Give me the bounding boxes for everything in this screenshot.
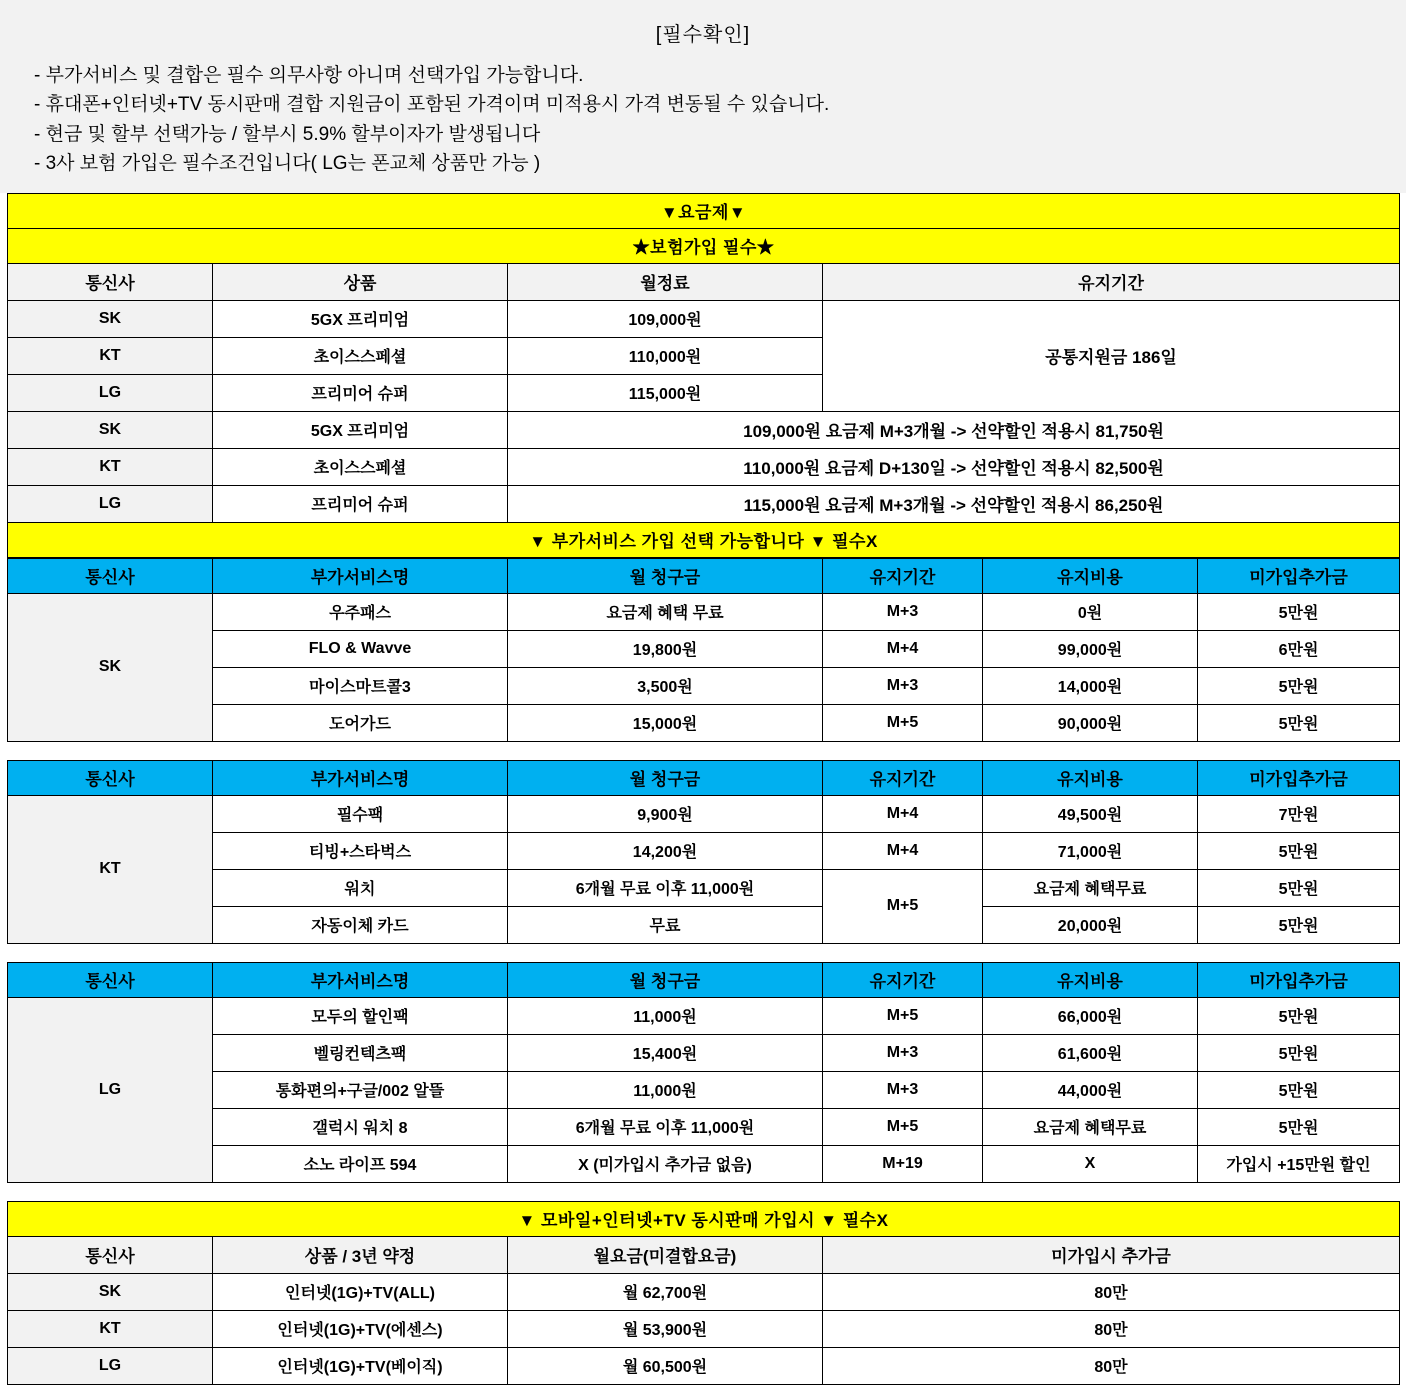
plan-product: 프리미어 슈퍼 <box>213 374 508 411</box>
notice-block <box>0 0 1406 193</box>
section-gap <box>0 944 1406 962</box>
addon-header-monthly: 월 청구금 <box>508 760 823 795</box>
combo-header-monthly: 월요금(미결합요금) <box>508 1236 823 1273</box>
addon-carrier-kt: KT <box>8 795 213 943</box>
addon-table-lg <box>7 962 1400 1183</box>
addon-cost: 요금제 혜택무료 <box>983 869 1198 906</box>
plan-carrier: LG <box>8 485 213 522</box>
addon-cost: 20,000원 <box>983 906 1198 943</box>
plan-fee: 109,000원 <box>508 300 823 337</box>
addon-monthly: 19,800원 <box>508 630 823 667</box>
combo-banner: ▼ 모바일+인터넷+TV 동시판매 가입시 ▼ 필수X <box>8 1201 1400 1236</box>
table-row <box>8 593 1400 630</box>
combo-penalty: 80만 <box>823 1310 1400 1347</box>
table-row <box>8 448 1400 485</box>
plan-banner-1: ▼요금제▼ <box>8 193 1400 228</box>
combo-header-carrier: 통신사 <box>8 1236 213 1273</box>
combo-banner-row <box>8 1201 1400 1236</box>
addon-name: 도어가드 <box>213 704 508 741</box>
plan-table <box>7 193 1400 558</box>
addon-period: M+4 <box>823 630 983 667</box>
addon-header-cost: 유지비용 <box>983 962 1198 997</box>
addon-monthly: 6개월 무료 이후 11,000원 <box>508 1108 823 1145</box>
combo-product: 인터넷(1G)+TV(에센스) <box>213 1310 508 1347</box>
addon-header-name: 부가서비스명 <box>213 558 508 593</box>
addon-name: 소노 라이프 594 <box>213 1145 508 1182</box>
notice-title: [필수확인] <box>655 24 751 46</box>
addon-penalty: 5만원 <box>1198 1034 1400 1071</box>
combo-monthly: 월 60,500원 <box>508 1347 823 1384</box>
addon-cost: 0원 <box>983 593 1198 630</box>
addon-cost: 66,000원 <box>983 997 1198 1034</box>
addon-monthly: 14,200원 <box>508 832 823 869</box>
table-row <box>8 832 1400 869</box>
plan-period-merged: 공통지원금 186일 <box>823 300 1400 411</box>
addon-monthly: 3,500원 <box>508 667 823 704</box>
addon-header-monthly: 월 청구금 <box>508 962 823 997</box>
addon-header-carrier: 통신사 <box>8 962 213 997</box>
notice-line: - 현금 및 할부 선택가능 / 할부시 5.9% 할부이자가 발생됩니다 <box>34 123 541 145</box>
plan-header-period: 유지기간 <box>823 263 1400 300</box>
table-row <box>8 869 1400 906</box>
addon-cost: 99,000원 <box>983 630 1198 667</box>
addon-table-kt <box>7 760 1400 944</box>
addon-monthly: 15,400원 <box>508 1034 823 1071</box>
plan-header-row <box>8 263 1400 300</box>
addon-monthly: 15,000원 <box>508 704 823 741</box>
addon-name: 우주패스 <box>213 593 508 630</box>
section-gap <box>0 1183 1406 1201</box>
addon-header-carrier: 통신사 <box>8 558 213 593</box>
addon-period: M+5 <box>823 704 983 741</box>
addon-monthly: 9,900원 <box>508 795 823 832</box>
addon-penalty: 5만원 <box>1198 593 1400 630</box>
addon-monthly: X (미가입시 추가금 없음) <box>508 1145 823 1182</box>
plan-header-fee: 월정료 <box>508 263 823 300</box>
plan-header-product: 상품 <box>213 263 508 300</box>
notice-line: - 휴대폰+인터넷+TV 동시판매 결합 지원금이 포함된 가격이며 미적용시 가격 변동될 수 있습니다. <box>34 94 830 116</box>
table-row <box>8 1145 1400 1182</box>
addon-header-row-kt <box>8 760 1400 795</box>
plan-fee: 110,000원 <box>508 337 823 374</box>
addon-header-name: 부가서비스명 <box>213 760 508 795</box>
combo-header-product: 상품 / 3년 약정 <box>213 1236 508 1273</box>
addon-header-cost: 유지비용 <box>983 558 1198 593</box>
table-row <box>8 1071 1400 1108</box>
plan-product: 5GX 프리미엄 <box>213 411 508 448</box>
addon-cost: 요금제 혜택무료 <box>983 1108 1198 1145</box>
addon-header-period: 유지기간 <box>823 760 983 795</box>
combo-product: 인터넷(1G)+TV(ALL) <box>213 1273 508 1310</box>
addon-header-carrier: 통신사 <box>8 760 213 795</box>
addon-header-penalty: 미가입추가금 <box>1198 760 1400 795</box>
plan-detail: 110,000원 요금제 D+130일 -> 선약할인 적용시 82,500원 <box>508 448 1400 485</box>
addon-header-penalty: 미가입추가금 <box>1198 558 1400 593</box>
addon-carrier-lg: LG <box>8 997 213 1182</box>
addon-header-period: 유지기간 <box>823 962 983 997</box>
addon-period: M+3 <box>823 593 983 630</box>
addon-name: 통화편의+구글/002 알뜰 <box>213 1071 508 1108</box>
addon-cost: 90,000원 <box>983 704 1198 741</box>
addon-monthly: 무료 <box>508 906 823 943</box>
plan-product: 프리미어 슈퍼 <box>213 485 508 522</box>
table-row <box>8 1347 1400 1384</box>
plan-detail: 109,000원 요금제 M+3개월 -> 선약할인 적용시 81,750원 <box>508 411 1400 448</box>
addon-cost: 44,000원 <box>983 1071 1198 1108</box>
addon-penalty: 5만원 <box>1198 997 1400 1034</box>
table-row <box>8 1310 1400 1347</box>
notice-list <box>0 61 1406 179</box>
addon-banner: ▼ 부가서비스 가입 선택 가능합니다 ▼ 필수X <box>8 522 1400 557</box>
table-row <box>8 485 1400 522</box>
addon-name: 갤럭시 워치 8 <box>213 1108 508 1145</box>
table-row <box>8 997 1400 1034</box>
plan-banner-row <box>8 193 1400 228</box>
addon-header-penalty: 미가입추가금 <box>1198 962 1400 997</box>
addon-penalty: 5만원 <box>1198 869 1400 906</box>
addon-name: 자동이체 카드 <box>213 906 508 943</box>
addon-header-period: 유지기간 <box>823 558 983 593</box>
table-row <box>8 1108 1400 1145</box>
addon-banner-row <box>8 522 1400 557</box>
table-row <box>8 667 1400 704</box>
addon-monthly: 요금제 혜택 무료 <box>508 593 823 630</box>
table-row <box>8 795 1400 832</box>
table-row <box>8 300 1400 337</box>
plan-fee: 115,000원 <box>508 374 823 411</box>
addon-name: 모두의 할인팩 <box>213 997 508 1034</box>
plan-banner-row-2 <box>8 228 1400 263</box>
plan-banner-2: ★보험가입 필수★ <box>8 228 1400 263</box>
addon-penalty: 5만원 <box>1198 832 1400 869</box>
table-row <box>8 1034 1400 1071</box>
addon-monthly: 11,000원 <box>508 997 823 1034</box>
addon-period: M+3 <box>823 667 983 704</box>
addon-name: 티빙+스타벅스 <box>213 832 508 869</box>
plan-carrier: LG <box>8 374 213 411</box>
addon-penalty: 5만원 <box>1198 1108 1400 1145</box>
table-row <box>8 411 1400 448</box>
combo-monthly: 월 53,900원 <box>508 1310 823 1347</box>
addon-penalty: 6만원 <box>1198 630 1400 667</box>
plan-carrier: KT <box>8 448 213 485</box>
table-row <box>8 704 1400 741</box>
notice-line: - 3사 보험 가입은 필수조건입니다( LG는 폰교체 상품만 가능 ) <box>34 153 541 175</box>
addon-name: 벨링컨텍츠팩 <box>213 1034 508 1071</box>
addon-monthly: 6개월 무료 이후 11,000원 <box>508 869 823 906</box>
plan-product: 5GX 프리미엄 <box>213 300 508 337</box>
addon-penalty: 7만원 <box>1198 795 1400 832</box>
addon-penalty: 5만원 <box>1198 667 1400 704</box>
plan-header-carrier: 통신사 <box>8 263 213 300</box>
table-row <box>8 630 1400 667</box>
combo-header-penalty: 미가입시 추가금 <box>823 1236 1400 1273</box>
addon-header-name: 부가서비스명 <box>213 962 508 997</box>
addon-cost: 61,600원 <box>983 1034 1198 1071</box>
addon-penalty: 5만원 <box>1198 1071 1400 1108</box>
addon-period: M+3 <box>823 1071 983 1108</box>
addon-period: M+5 <box>823 1108 983 1145</box>
addon-period: M+4 <box>823 795 983 832</box>
addon-table-sk <box>7 558 1400 742</box>
addon-period: M+5 <box>823 997 983 1034</box>
addon-penalty: 5만원 <box>1198 906 1400 943</box>
addon-cost: 71,000원 <box>983 832 1198 869</box>
addon-header-row-sk <box>8 558 1400 593</box>
combo-product: 인터넷(1G)+TV(베이직) <box>213 1347 508 1384</box>
addon-period: M+3 <box>823 1034 983 1071</box>
plan-product: 초이스스페셜 <box>213 337 508 374</box>
combo-penalty: 80만 <box>823 1273 1400 1310</box>
plan-detail: 115,000원 요금제 M+3개월 -> 선약할인 적용시 86,250원 <box>508 485 1400 522</box>
combo-monthly: 월 62,700원 <box>508 1273 823 1310</box>
addon-period: M+4 <box>823 832 983 869</box>
addon-cost: 14,000원 <box>983 667 1198 704</box>
addon-cost: 49,500원 <box>983 795 1198 832</box>
addon-penalty: 가입시 +15만원 할인 <box>1198 1145 1400 1182</box>
plan-carrier: SK <box>8 411 213 448</box>
combo-table <box>7 1201 1400 1385</box>
combo-header-row <box>8 1236 1400 1273</box>
addon-monthly: 11,000원 <box>508 1071 823 1108</box>
notice-line: - 부가서비스 및 결합은 필수 의무사항 아니며 선택가입 가능합니다. <box>34 65 584 86</box>
addon-header-monthly: 월 청구금 <box>508 558 823 593</box>
combo-carrier: LG <box>8 1347 213 1384</box>
section-gap <box>0 742 1406 760</box>
combo-carrier: KT <box>8 1310 213 1347</box>
addon-header-cost: 유지비용 <box>983 760 1198 795</box>
addon-period-merged: M+5 <box>823 869 983 943</box>
addon-cost: X <box>983 1145 1198 1182</box>
addon-name: 워치 <box>213 869 508 906</box>
addon-name: FLO & Wavve <box>213 630 508 667</box>
addon-name: 필수팩 <box>213 795 508 832</box>
addon-header-row-lg <box>8 962 1400 997</box>
plan-product: 초이스스페셜 <box>213 448 508 485</box>
plan-carrier: SK <box>8 300 213 337</box>
combo-carrier: SK <box>8 1273 213 1310</box>
addon-carrier-sk: SK <box>8 593 213 741</box>
table-row <box>8 906 1400 943</box>
plan-carrier: KT <box>8 337 213 374</box>
addon-name: 마이스마트콜3 <box>213 667 508 704</box>
addon-period: M+19 <box>823 1145 983 1182</box>
addon-penalty: 5만원 <box>1198 704 1400 741</box>
combo-penalty: 80만 <box>823 1347 1400 1384</box>
